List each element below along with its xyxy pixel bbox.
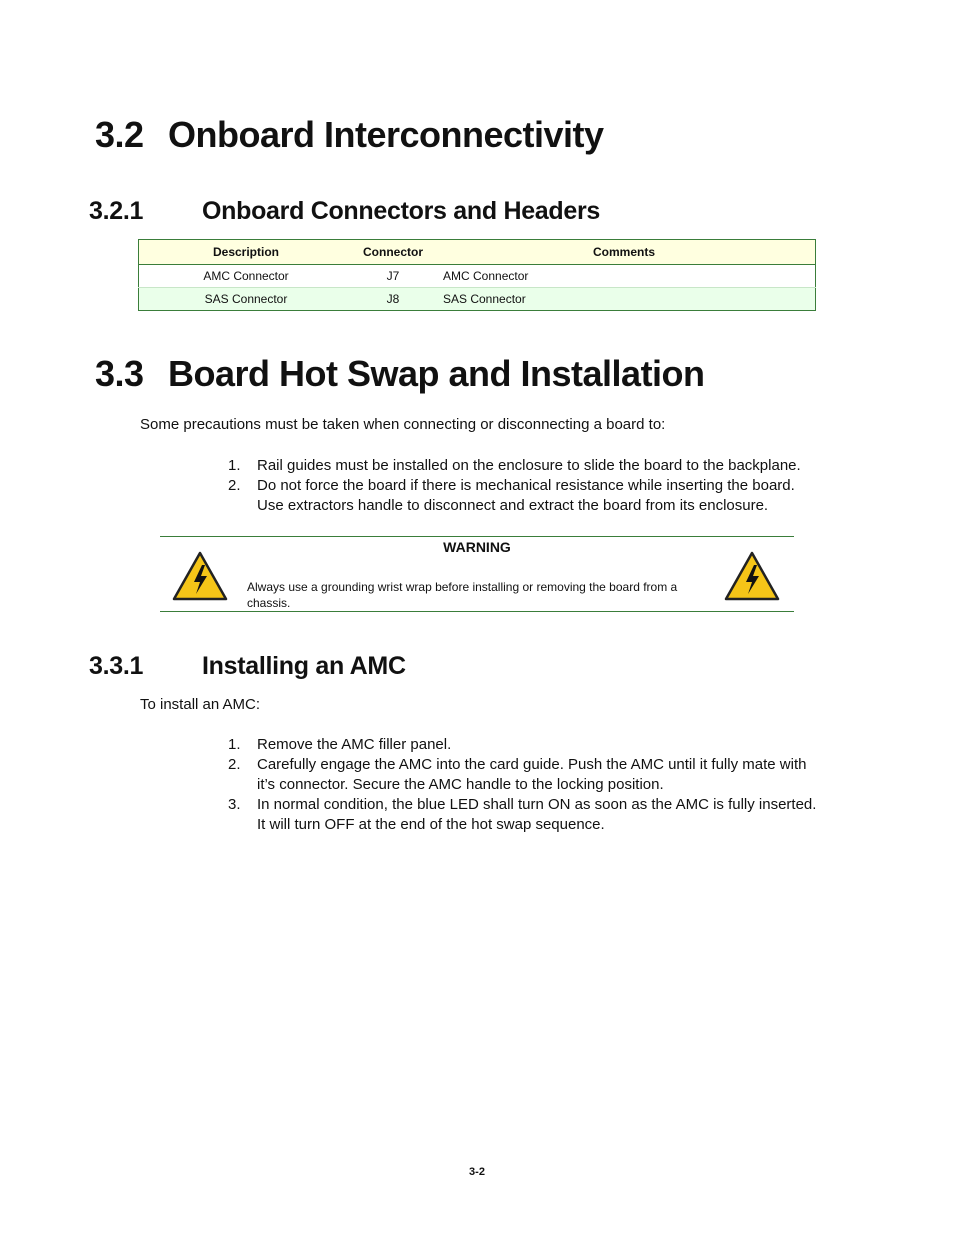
list-item [228, 456, 818, 476]
high-voltage-warning-icon [724, 551, 780, 601]
list-text: Remove the AMC filler panel. [257, 736, 452, 753]
warning-box [160, 536, 794, 612]
table-row [139, 288, 816, 311]
table-cell: AMC Connector [433, 265, 816, 288]
section-number: 3.2 [95, 114, 144, 155]
table-row [139, 265, 816, 288]
high-voltage-warning-icon [172, 551, 228, 601]
list-number: 1. [228, 736, 241, 753]
section-3-3-heading [95, 353, 705, 395]
list-text: Rail guides must be installed on the enclosure to slide the board to the backplane. [257, 457, 801, 474]
list-number: 3. [228, 796, 241, 813]
table-cell: SAS Connector [433, 288, 816, 311]
list-number: 2. [228, 756, 241, 773]
table-cell: J7 [353, 265, 433, 288]
table-cell: AMC Connector [139, 265, 354, 288]
section-number: 3.3 [95, 353, 144, 394]
column-header: Description [139, 240, 354, 265]
connector-table [138, 239, 816, 311]
section-title: Installing an AMC [202, 652, 406, 680]
section-3-2-1-heading [89, 197, 600, 226]
table-header-row [139, 240, 816, 265]
page-number: 3-2 [469, 1166, 485, 1178]
section-number: 3.3.1 [89, 652, 144, 680]
list-text: Do not force the board if there is mechanical resistance while inserting the board. Use extractors handle to disconnect and extract the board from its enclosure. [257, 477, 795, 514]
list-item [228, 476, 818, 516]
section-title: Onboard Connectors and Headers [202, 197, 601, 225]
warning-title: WARNING [443, 539, 511, 555]
column-header: Connector [353, 240, 433, 265]
install-amc-steps [228, 735, 818, 835]
list-number: 1. [228, 457, 241, 474]
list-item [228, 735, 818, 755]
list-text: Carefully engage the AMC into the card guide. Push the AMC until it fully mate with it’s connector. Secure the AMC handle to the locking position. [257, 756, 807, 793]
warning-text: Always use a grounding wrist wrap before installing or removing the board from a chassis. [247, 580, 678, 610]
section-title: Board Hot Swap and Installation [168, 353, 705, 394]
table-cell: SAS Connector [139, 288, 354, 311]
install-amc-intro: To install an AMC: [140, 696, 261, 713]
list-item [228, 755, 818, 795]
list-number: 2. [228, 477, 241, 494]
list-text: In normal condition, the blue LED shall turn ON as soon as the AMC is fully inserted. It will turn OFF at the end of the hot swap sequence. [257, 796, 817, 833]
hot-swap-intro: Some precautions must be taken when connecting or disconnecting a board to: [140, 416, 666, 433]
list-item [228, 795, 818, 835]
section-title: Onboard Interconnectivity [168, 114, 604, 155]
section-3-2-heading [95, 114, 604, 156]
hot-swap-steps [228, 456, 818, 516]
table-cell: J8 [353, 288, 433, 311]
column-header: Comments [433, 240, 816, 265]
section-number: 3.2.1 [89, 197, 144, 225]
section-3-3-1-heading [89, 652, 406, 681]
